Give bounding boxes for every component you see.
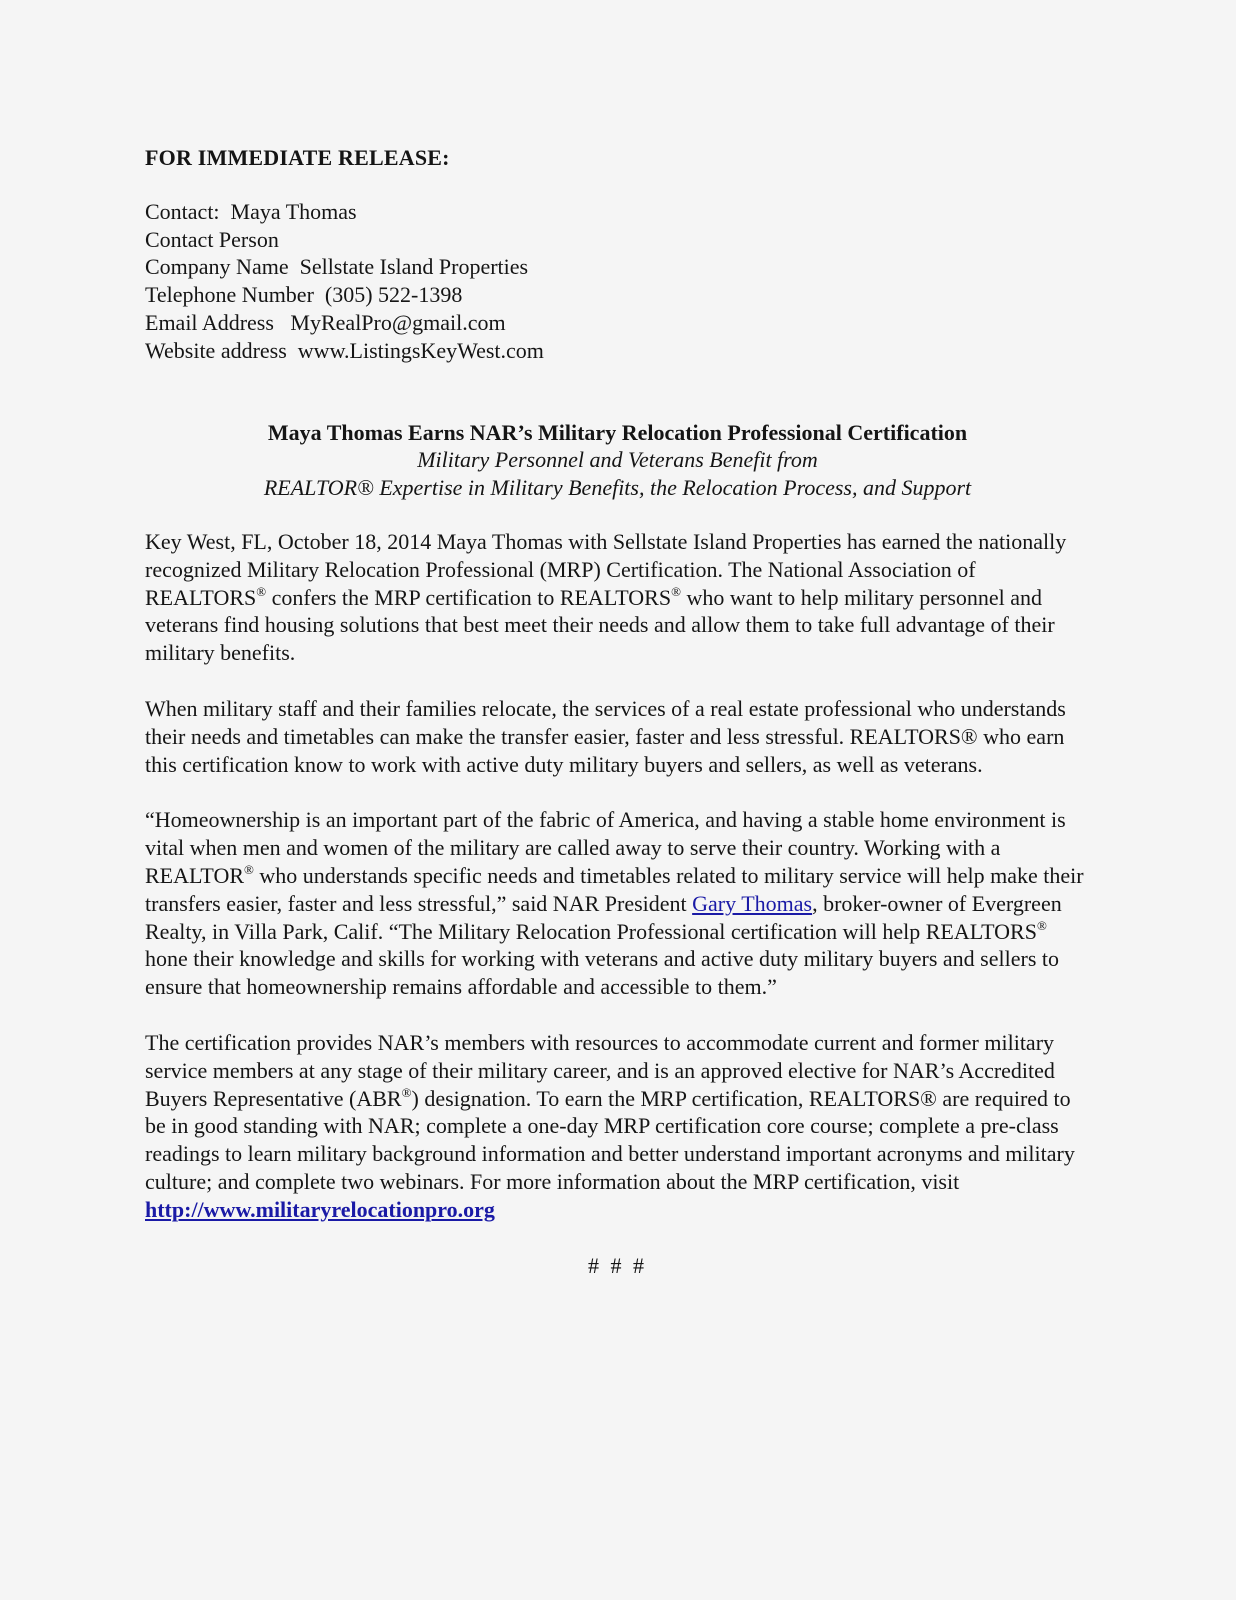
paragraph-intro [145, 528, 1090, 667]
website-address: Website address www.ListingsKeyWest.com [145, 337, 544, 363]
mrp-website-link[interactable]: http://www.militaryrelocationpro.org [145, 1196, 495, 1222]
registered-mark: ® [256, 583, 267, 599]
release-heading: FOR IMMEDIATE RELEASE: [145, 145, 450, 170]
contact-block [145, 198, 1090, 365]
telephone-number: Telephone Number (305) 522-1398 [145, 282, 463, 308]
headline-subtitle-2: REALTOR® Expertise in Military Benefits, the Relocation Process, and Support [263, 475, 972, 501]
email-address: Email Address MyRealPro@gmail.com [145, 309, 506, 335]
contact-name: Contact: Maya Thomas [145, 198, 357, 224]
p3-text-a: “Homeownership is an important part of the fabric of America, and having a stable home environment is vital when men and women of the military are called away to serve their country. Working with a REALTOR [145, 807, 1066, 888]
press-release-body [145, 144, 1090, 1279]
paragraph-certification [145, 1029, 1090, 1224]
registered-mark: ® [671, 583, 681, 599]
president-name-link[interactable]: Gary Thomas [692, 890, 813, 916]
headline [145, 419, 1090, 502]
p3-text-c: , broker-owner of Evergreen Realty, in Villa Park, Calif. “The Military Relocation Professional certification will help REALTORS [145, 890, 1062, 944]
p3-text-b: who understands specific needs and timetables related to military service will help make their transfers easier, faster and less stressful,” said NAR President [145, 862, 1084, 916]
p4-text-b: ) designation. To earn the MRP certification, REALTORS® are required to be in good standing with NAR; complete a one-day MRP certification core course; complete a pre-class readings to learn military background information and better understand important acronyms and military culture; and complete two webinars. For more information about the MRP certification, visit [145, 1085, 1075, 1194]
p1-text-c: who want to help military personnel and veterans find housing solutions that best meet their needs and allow them to take full advantage of their military benefits. [145, 584, 1055, 666]
p1-text-a: Key West, FL, October 18, 2014 Maya Thomas with Sellstate Island Properties has earned the nationally recognized Military Relocation Professional (MRP) Certification. The National Association of REALTORS [145, 528, 1067, 610]
company-name: Company Name Sellstate Island Properties [145, 254, 529, 280]
registered-mark: ® [244, 861, 254, 877]
headline-title: Maya Thomas Earns NAR’s Military Relocation Professional Certification [267, 419, 968, 445]
contact-person: Contact Person [145, 226, 279, 252]
registered-mark: ® [401, 1084, 412, 1100]
paragraph-quote [145, 806, 1090, 1001]
end-mark: # # # [588, 1252, 647, 1278]
p4-text-a: The certification provides NAR’s members with resources to accommodate current and former military service members at any stage of their military career, and is an approved elective for NAR’s Accredited Buyers Representative (ABR [145, 1029, 1055, 1111]
p1-text-b: confers the MRP certification to REALTORS [266, 584, 672, 610]
headline-subtitle-1: Military Personnel and Veterans Benefit from [417, 447, 818, 473]
p3-text-d: hone their knowledge and skills for working with veterans and active duty military buyers and sellers to ensure that homeownership remains affordable and accessible to them.” [145, 946, 1059, 1000]
paragraph-relocation: When military staff and their families relocate, the services of a real estate professional who understands their needs and timetables can make the transfer easier, faster and less stressful. REALTORS® who earn this certification know to work with active duty military buyers and sellers, as well as veterans. [145, 695, 1066, 777]
registered-mark: ® [1036, 917, 1047, 933]
